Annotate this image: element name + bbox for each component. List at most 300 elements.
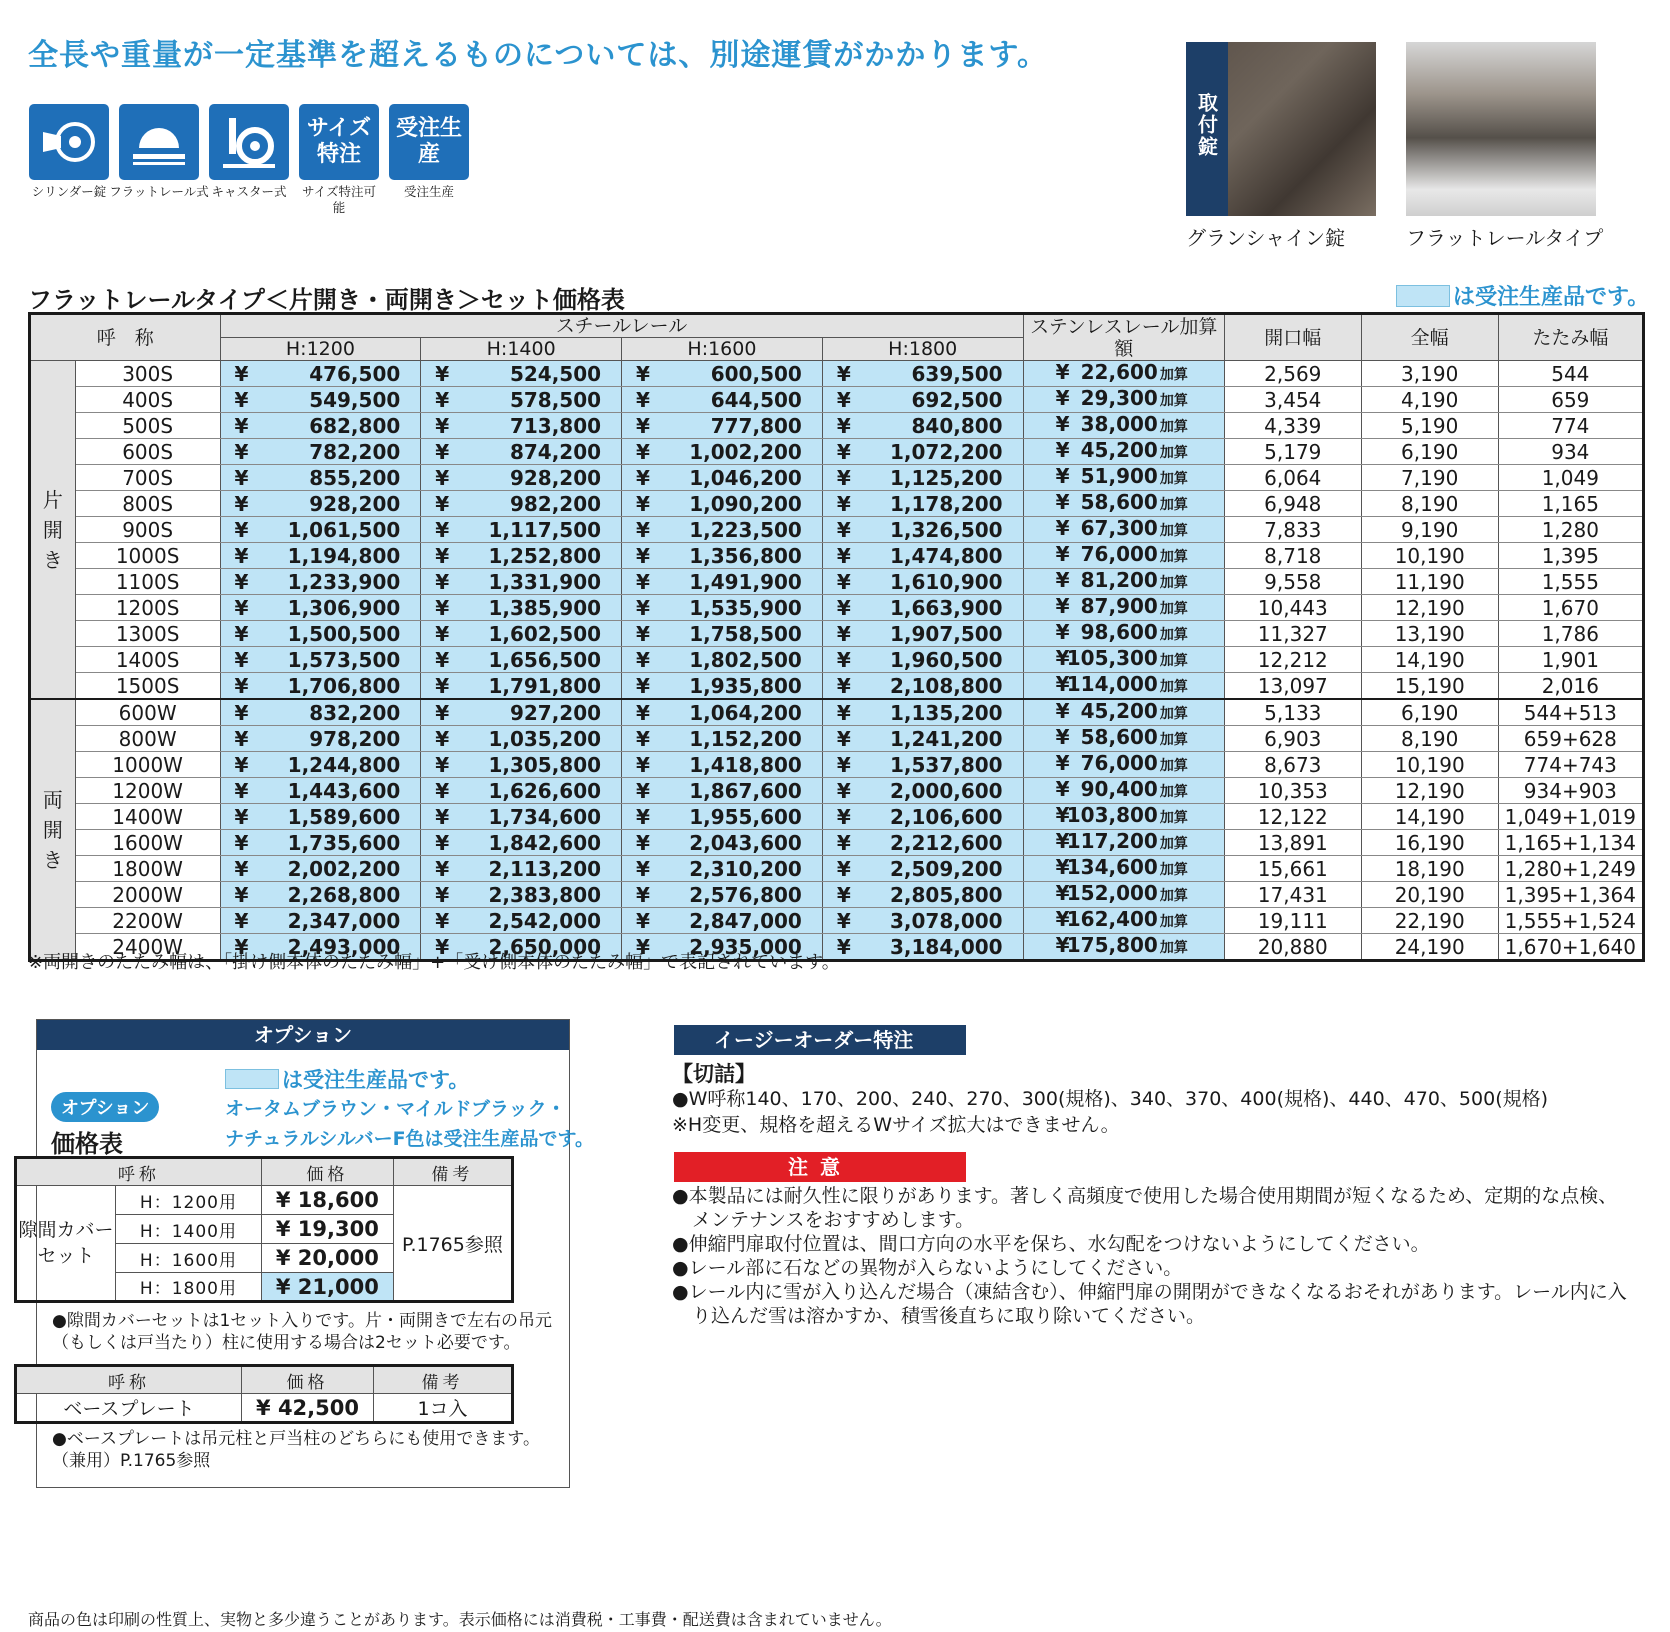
opening-width-cell: 6,948 — [1224, 491, 1361, 517]
steel-price-cell: ¥ 1,474,800 — [822, 543, 1023, 569]
options-pill: オプション — [51, 1092, 159, 1122]
stainless-add-cell: ¥ 58,600 加算 — [1023, 726, 1224, 752]
full-width-cell: 18,190 — [1361, 856, 1498, 882]
fold-width-cell: 1,165 — [1498, 491, 1643, 517]
full-width-cell: 3,190 — [1361, 361, 1498, 387]
row-name: 900S — [75, 517, 220, 543]
made-to-order-legend — [1396, 280, 1649, 311]
full-width-cell: 6,190 — [1361, 699, 1498, 726]
col-name: 呼 称 — [30, 314, 221, 361]
caution-item: ●本製品には耐久性に限りがあります。著しく高頻度で使用した場合使用期間が短くなるため、定期的な点検、メンテナンスをおすすめします。 — [672, 1185, 1618, 1231]
steel-price-cell: ¥ 1,223,500 — [622, 517, 823, 543]
steel-price-cell: ¥ 1,064,200 — [622, 699, 823, 726]
opening-width-cell: 8,673 — [1224, 752, 1361, 778]
full-width-cell: 20,190 — [1361, 882, 1498, 908]
steel-price-cell: ¥ 1,443,600 — [220, 778, 421, 804]
row-name: 1200S — [75, 595, 220, 621]
steel-price-cell: ¥ 777,800 — [622, 413, 823, 439]
fold-width-cell: 659+628 — [1498, 726, 1643, 752]
stainless-add-cell: ¥ 90,400 加算 — [1023, 778, 1224, 804]
steel-price-cell: ¥ 832,200 — [220, 699, 421, 726]
stainless-add-cell: ¥ 152,000 加算 — [1023, 882, 1224, 908]
col-opening: 開口幅 — [1224, 314, 1361, 361]
stainless-add-cell: ¥ 105,300 加算 — [1023, 647, 1224, 673]
row-name: 600S — [75, 439, 220, 465]
flat-rail-icon — [119, 104, 199, 180]
steel-price-cell: ¥ 1,791,800 — [421, 673, 622, 700]
caution-item: ●レール部に石などの異物が入らないようにしてください。 — [672, 1257, 1183, 1279]
options-price-title: 価格表 — [51, 1130, 123, 1158]
gap-cover-label — [16, 1186, 116, 1302]
gap-cover-size: H：1600用 — [116, 1244, 262, 1273]
stainless-add-cell: ¥ 76,000 加算 — [1023, 543, 1224, 569]
row-group-label: 両 開 き — [30, 699, 76, 961]
fold-width-cell: 1,901 — [1498, 647, 1643, 673]
full-width-cell: 24,190 — [1361, 934, 1498, 961]
options-legend — [225, 1064, 469, 1094]
table-row — [30, 491, 1644, 517]
steel-price-cell: ¥ 982,200 — [421, 491, 622, 517]
steel-price-cell: ¥ 1,035,200 — [421, 726, 622, 752]
steel-price-cell: ¥ 2,509,200 — [822, 856, 1023, 882]
steel-price-cell: ¥ 2,310,200 — [622, 856, 823, 882]
easy-order-header: イージーオーダー特注 — [674, 1025, 966, 1055]
stainless-add-cell: ¥ 114,000 加算 — [1023, 673, 1224, 700]
row-name: 1500S — [75, 673, 220, 700]
made-to-order-feature — [388, 104, 470, 216]
caster-icon — [209, 104, 289, 180]
made-to-order-icon: 受注生産 — [389, 104, 469, 180]
col-stainless: ステンレスレール加算額 — [1023, 314, 1224, 361]
steel-price-cell: ¥ 1,061,500 — [220, 517, 421, 543]
lock-caption: グランシャイン錠 — [1186, 226, 1346, 250]
col-price: 価格 — [242, 1366, 374, 1394]
stainless-add-cell: ¥ 38,000 加算 — [1023, 413, 1224, 439]
opening-width-cell: 6,064 — [1224, 465, 1361, 491]
stainless-add-cell: ¥ 175,800 加算 — [1023, 934, 1224, 961]
gap-cover-label-line: 隙間カバー — [18, 1219, 114, 1241]
steel-price-cell: ¥ 1,178,200 — [822, 491, 1023, 517]
full-width-cell: 12,190 — [1361, 595, 1498, 621]
opening-width-cell: 12,122 — [1224, 804, 1361, 830]
steel-price-cell: ¥ 1,356,800 — [622, 543, 823, 569]
stainless-add-cell: ¥ 51,900 加算 — [1023, 465, 1224, 491]
gap-cover-price: ¥ 21,000 — [261, 1273, 393, 1302]
stainless-add-cell: ¥ 67,300 加算 — [1023, 517, 1224, 543]
row-name: 800W — [75, 726, 220, 752]
flat-rail-feature — [109, 104, 209, 216]
full-width-cell: 10,190 — [1361, 752, 1498, 778]
table-row — [30, 543, 1644, 569]
opening-width-cell: 15,661 — [1224, 856, 1361, 882]
base-plate-note: 1コ入 — [374, 1394, 513, 1423]
steel-price-cell: ¥ 978,200 — [220, 726, 421, 752]
row-name: 2200W — [75, 908, 220, 934]
table-row — [30, 569, 1644, 595]
fold-width-cell: 1,280 — [1498, 517, 1643, 543]
steel-price-cell: ¥ 1,589,600 — [220, 804, 421, 830]
caution-header: 注意 — [674, 1152, 966, 1182]
fold-width-cell: 774+743 — [1498, 752, 1643, 778]
table-row — [30, 908, 1644, 934]
col-fold: たたみ幅 — [1498, 314, 1643, 361]
headline: 全長や重量が一定基準を超えるものについては、別途運賃がかかります。 — [28, 38, 1048, 73]
steel-price-cell: ¥ 1,734,600 — [421, 804, 622, 830]
row-name: 1600W — [75, 830, 220, 856]
row-name: 1400S — [75, 647, 220, 673]
steel-price-cell: ¥ 874,200 — [421, 439, 622, 465]
row-name: 1200W — [75, 778, 220, 804]
steel-price-cell: ¥ 2,113,200 — [421, 856, 622, 882]
price-table-title: フラットレールタイプ＜片開き・両開き＞セット価格表 — [28, 286, 625, 314]
steel-price-cell: ¥ 2,542,000 — [421, 908, 622, 934]
steel-price-cell: ¥ 1,306,900 — [220, 595, 421, 621]
row-name: 2400W — [75, 934, 220, 961]
fold-width-cell: 1,670 — [1498, 595, 1643, 621]
full-width-cell: 4,190 — [1361, 387, 1498, 413]
opening-width-cell: 20,880 — [1224, 934, 1361, 961]
opening-width-cell: 10,353 — [1224, 778, 1361, 804]
icon-label: キャスター式 — [211, 184, 287, 199]
steel-price-cell: ¥ 2,383,800 — [421, 882, 622, 908]
stainless-add-cell: ¥ 87,900 加算 — [1023, 595, 1224, 621]
col-h1400: H:1400 — [421, 338, 622, 361]
gap-cover-price: ¥ 20,000 — [261, 1244, 393, 1273]
full-width-cell: 8,190 — [1361, 491, 1498, 517]
steel-price-cell: ¥ 1,331,900 — [421, 569, 622, 595]
row-name: 2000W — [75, 882, 220, 908]
steel-price-cell: ¥ 1,537,800 — [822, 752, 1023, 778]
steel-price-cell: ¥ 1,663,900 — [822, 595, 1023, 621]
steel-price-cell: ¥ 2,106,600 — [822, 804, 1023, 830]
fold-width-cell: 544+513 — [1498, 699, 1643, 726]
table-row — [30, 856, 1644, 882]
steel-price-cell: ¥ 549,500 — [220, 387, 421, 413]
row-name: 300S — [75, 361, 220, 387]
full-width-cell: 14,190 — [1361, 647, 1498, 673]
full-width-cell: 15,190 — [1361, 673, 1498, 700]
fold-width-cell: 1,670+1,640 — [1498, 934, 1643, 961]
row-name: 400S — [75, 387, 220, 413]
base-plate-note-line: ●ベースプレートは吊元柱と戸当柱のどちらにも使用できます。 — [52, 1429, 540, 1449]
steel-price-cell: ¥ 1,802,500 — [622, 647, 823, 673]
gap-cover-size: H：1800用 — [116, 1273, 262, 1302]
opening-width-cell: 19,111 — [1224, 908, 1361, 934]
steel-price-cell: ¥ 1,125,200 — [822, 465, 1023, 491]
opening-width-cell: 5,133 — [1224, 699, 1361, 726]
stainless-add-cell: ¥ 29,300 加算 — [1023, 387, 1224, 413]
caution-item: ●レール内に雪が入り込んだ場合（凍結含む）、伸縮門扉の開閉ができなくなるおそれがあります。レール内に入り込んだ雪は溶かすか、積雪後直ちに取り除いてください。 — [672, 1281, 1627, 1327]
steel-price-cell: ¥ 476,500 — [220, 361, 421, 387]
col-steel: スチールレール — [220, 314, 1023, 338]
stainless-add-cell: ¥ 58,600 加算 — [1023, 491, 1224, 517]
steel-price-cell: ¥ 1,244,800 — [220, 752, 421, 778]
steel-price-cell: ¥ 1,602,500 — [421, 621, 622, 647]
steel-price-cell: ¥ 3,078,000 — [822, 908, 1023, 934]
price-table-body — [30, 361, 1644, 961]
row-name: 1800W — [75, 856, 220, 882]
gap-cover-label-line: セット — [37, 1245, 95, 1267]
gap-cover-size: H：1400用 — [116, 1215, 262, 1244]
table-row — [30, 778, 1644, 804]
steel-price-cell: ¥ 1,491,900 — [622, 569, 823, 595]
fold-width-cell: 2,016 — [1498, 673, 1643, 700]
steel-price-cell: ¥ 2,108,800 — [822, 673, 1023, 700]
opening-width-cell: 13,891 — [1224, 830, 1361, 856]
opening-width-cell: 3,454 — [1224, 387, 1361, 413]
row-group-label: 片 開 き — [30, 361, 76, 700]
fold-width-cell: 1,049 — [1498, 465, 1643, 491]
steel-price-cell: ¥ 2,935,000 — [622, 934, 823, 961]
full-width-cell: 7,190 — [1361, 465, 1498, 491]
easy-order-sub: 【切詰】 — [672, 1062, 756, 1086]
fold-width-cell: 659 — [1498, 387, 1643, 413]
col-price: 価格 — [261, 1158, 393, 1186]
full-width-cell: 6,190 — [1361, 439, 1498, 465]
full-width-cell: 22,190 — [1361, 908, 1498, 934]
row-name: 1100S — [75, 569, 220, 595]
steel-price-cell: ¥ 2,847,000 — [622, 908, 823, 934]
color-note-line: ナチュラルシルバーF色は受注生産品です。 — [225, 1128, 595, 1150]
steel-price-cell: ¥ 1,305,800 — [421, 752, 622, 778]
stainless-add-cell: ¥ 81,200 加算 — [1023, 569, 1224, 595]
table-row — [30, 673, 1644, 700]
fold-width-cell: 1,049+1,019 — [1498, 804, 1643, 830]
col-note: 備考 — [393, 1158, 512, 1186]
stainless-add-cell: ¥ 98,600 加算 — [1023, 621, 1224, 647]
steel-price-cell: ¥ 855,200 — [220, 465, 421, 491]
gap-cover-price: ¥ 19,300 — [261, 1215, 393, 1244]
fold-width-cell: 934 — [1498, 439, 1643, 465]
legend-text: は受注生産品です。 — [1453, 285, 1650, 310]
footer-note: 商品の色は印刷の性質上、実物と多少違うことがあります。表示価格には消費税・工事費・配送費は含まれていません。 — [28, 1610, 892, 1629]
table-row — [30, 752, 1644, 778]
stainless-add-cell: ¥ 76,000 加算 — [1023, 752, 1224, 778]
stainless-add-cell: ¥ 45,200 加算 — [1023, 439, 1224, 465]
opening-width-cell: 10,443 — [1224, 595, 1361, 621]
fold-width-cell: 1,395 — [1498, 543, 1643, 569]
opening-width-cell: 12,212 — [1224, 647, 1361, 673]
icon-label: サイズ特注可能 — [301, 184, 376, 215]
row-name: 800S — [75, 491, 220, 517]
gap-cover-size: H：1200用 — [116, 1186, 262, 1215]
steel-price-cell: ¥ 2,347,000 — [220, 908, 421, 934]
steel-price-cell: ¥ 1,326,500 — [822, 517, 1023, 543]
steel-price-cell: ¥ 3,184,000 — [822, 934, 1023, 961]
caution-item: ●伸縮門扉取付位置は、間口方向の水平を保ち、水勾配をつけないようにしてください。 — [672, 1233, 1430, 1255]
steel-price-cell: ¥ 1,535,900 — [622, 595, 823, 621]
table-row — [30, 647, 1644, 673]
full-width-cell: 9,190 — [1361, 517, 1498, 543]
steel-price-cell: ¥ 2,576,800 — [622, 882, 823, 908]
icon-label: 受注生産 — [403, 184, 454, 199]
steel-price-cell: ¥ 1,090,200 — [622, 491, 823, 517]
table-row — [30, 413, 1644, 439]
row-name: 1000S — [75, 543, 220, 569]
cylinder-lock-icon — [29, 104, 109, 180]
steel-price-cell: ¥ 1,758,500 — [622, 621, 823, 647]
stainless-add-cell: ¥ 162,400 加算 — [1023, 908, 1224, 934]
fold-width-cell: 1,786 — [1498, 621, 1643, 647]
table-row — [30, 621, 1644, 647]
row-name: 1400W — [75, 804, 220, 830]
fold-width-cell: 1,280+1,249 — [1498, 856, 1643, 882]
steel-price-cell: ¥ 1,935,800 — [622, 673, 823, 700]
opening-width-cell: 6,903 — [1224, 726, 1361, 752]
steel-price-cell: ¥ 1,194,800 — [220, 543, 421, 569]
steel-price-cell: ¥ 2,000,600 — [822, 778, 1023, 804]
steel-price-cell: ¥ 928,200 — [421, 465, 622, 491]
grand-shine-lock-photo — [1186, 42, 1376, 216]
gap-cover-ref: P.1765参照 — [393, 1186, 512, 1302]
row-name: 1300S — [75, 621, 220, 647]
table-row — [30, 882, 1644, 908]
opening-width-cell: 5,179 — [1224, 439, 1361, 465]
icon-label: シリンダー錠 — [31, 184, 107, 199]
full-width-cell: 16,190 — [1361, 830, 1498, 856]
steel-price-cell: ¥ 2,043,600 — [622, 830, 823, 856]
cylinder-lock-feature — [28, 104, 110, 216]
steel-price-cell: ¥ 2,212,600 — [822, 830, 1023, 856]
table-row — [30, 361, 1644, 387]
row-name: 700S — [75, 465, 220, 491]
easy-order-line: ●W呼称140、170、200、240、270、300(規格)、340、370、400(規格)、440、470、500(規格) — [672, 1088, 1549, 1110]
steel-price-cell: ¥ 692,500 — [822, 387, 1023, 413]
steel-price-cell: ¥ 782,200 — [220, 439, 421, 465]
steel-price-cell: ¥ 2,650,000 — [421, 934, 622, 961]
steel-price-cell: ¥ 713,800 — [421, 413, 622, 439]
gap-cover-note-line: （もしくは戸当たり）柱に使用する場合は2セット必要です。 — [52, 1333, 521, 1353]
full-width-cell: 13,190 — [1361, 621, 1498, 647]
opening-width-cell: 7,833 — [1224, 517, 1361, 543]
caster-feature — [208, 104, 290, 216]
table-row — [30, 387, 1644, 413]
table-row — [30, 726, 1644, 752]
steel-price-cell: ¥ 1,656,500 — [421, 647, 622, 673]
opening-width-cell: 8,718 — [1224, 543, 1361, 569]
steel-price-cell: ¥ 1,955,600 — [622, 804, 823, 830]
legend-swatch — [1396, 285, 1450, 307]
table-row — [30, 465, 1644, 491]
stainless-add-cell: ¥ 45,200 加算 — [1023, 699, 1224, 726]
steel-price-cell: ¥ 1,385,900 — [421, 595, 622, 621]
options-header: オプション — [37, 1020, 569, 1050]
lock-tag: 取付錠 — [1186, 42, 1228, 216]
opening-width-cell: 17,431 — [1224, 882, 1361, 908]
col-note: 備考 — [374, 1366, 513, 1394]
fold-width-cell: 1,165+1,134 — [1498, 830, 1643, 856]
col-h1200: H:1200 — [220, 338, 421, 361]
steel-price-cell: ¥ 840,800 — [822, 413, 1023, 439]
col-h1600: H:1600 — [622, 338, 823, 361]
stainless-add-cell: ¥ 134,600 加算 — [1023, 856, 1224, 882]
legend-swatch — [225, 1069, 279, 1089]
stainless-add-cell: ¥ 103,800 加算 — [1023, 804, 1224, 830]
steel-price-cell: ¥ 1,960,500 — [822, 647, 1023, 673]
full-width-cell: 5,190 — [1361, 413, 1498, 439]
steel-price-cell: ¥ 1,233,900 — [220, 569, 421, 595]
full-width-cell: 11,190 — [1361, 569, 1498, 595]
fold-width-cell: 1,555+1,524 — [1498, 908, 1643, 934]
color-note — [225, 1094, 594, 1154]
steel-price-cell: ¥ 1,842,600 — [421, 830, 622, 856]
steel-price-cell: ¥ 927,200 — [421, 699, 622, 726]
steel-price-cell: ¥ 1,252,800 — [421, 543, 622, 569]
base-plate-name: ベースプレート — [16, 1394, 242, 1423]
steel-price-cell: ¥ 2,268,800 — [220, 882, 421, 908]
steel-price-cell: ¥ 1,867,600 — [622, 778, 823, 804]
steel-price-cell: ¥ 1,135,200 — [822, 699, 1023, 726]
steel-price-cell: ¥ 2,002,200 — [220, 856, 421, 882]
base-plate-table — [14, 1364, 514, 1424]
steel-price-cell: ¥ 578,500 — [421, 387, 622, 413]
steel-price-cell: ¥ 1,241,200 — [822, 726, 1023, 752]
steel-price-cell: ¥ 1,735,600 — [220, 830, 421, 856]
base-plate-note-line: （兼用）P.1765参照 — [52, 1451, 211, 1471]
opening-width-cell: 9,558 — [1224, 569, 1361, 595]
feature-icons — [28, 104, 470, 216]
full-width-cell: 12,190 — [1361, 778, 1498, 804]
rail-caption: フラットレールタイプ — [1406, 226, 1604, 250]
steel-price-cell: ¥ 644,500 — [622, 387, 823, 413]
steel-price-cell: ¥ 639,500 — [822, 361, 1023, 387]
steel-price-cell: ¥ 1,610,900 — [822, 569, 1023, 595]
col-full: 全幅 — [1361, 314, 1498, 361]
base-plate-price: ¥ 42,500 — [242, 1394, 374, 1423]
steel-price-cell: ¥ 1,072,200 — [822, 439, 1023, 465]
steel-price-cell: ¥ 600,500 — [622, 361, 823, 387]
row-name: 500S — [75, 413, 220, 439]
steel-price-cell: ¥ 1,152,200 — [622, 726, 823, 752]
steel-price-cell: ¥ 1,500,500 — [220, 621, 421, 647]
table-row — [30, 830, 1644, 856]
steel-price-cell: ¥ 1,002,200 — [622, 439, 823, 465]
table-row — [30, 439, 1644, 465]
steel-price-cell: ¥ 2,805,800 — [822, 882, 1023, 908]
size-custom-icon: サイズ特注 — [299, 104, 379, 180]
legend-text: は受注生産品です。 — [282, 1068, 470, 1092]
color-note-line: オータムブラウン・マイルドブラック・ — [225, 1098, 566, 1120]
fold-width-cell: 1,555 — [1498, 569, 1643, 595]
col-name: 呼称 — [16, 1158, 262, 1186]
gap-cover-price: ¥ 18,600 — [261, 1186, 393, 1215]
caution-list — [672, 1184, 1632, 1328]
full-width-cell: 10,190 — [1361, 543, 1498, 569]
fold-width-note: ※両開きのたたみ幅は、「掛け側本体のたたみ幅」+「受け側本体のたたみ幅」で表記されています。 — [28, 952, 840, 973]
steel-price-cell: ¥ 1,907,500 — [822, 621, 1023, 647]
opening-width-cell: 4,339 — [1224, 413, 1361, 439]
col-name: 呼称 — [16, 1366, 242, 1394]
fold-width-cell: 934+903 — [1498, 778, 1643, 804]
easy-order-line: ※H変更、規格を超えるWサイズ拡大はできません。 — [672, 1114, 1120, 1136]
fold-width-cell: 1,395+1,364 — [1498, 882, 1643, 908]
opening-width-cell: 11,327 — [1224, 621, 1361, 647]
table-row — [30, 699, 1644, 726]
fold-width-cell: 774 — [1498, 413, 1643, 439]
flat-rail-photo — [1406, 42, 1596, 216]
size-custom-feature — [298, 104, 380, 216]
stainless-add-cell: ¥ 117,200 加算 — [1023, 830, 1224, 856]
gap-cover-note — [52, 1310, 552, 1354]
table-row — [30, 517, 1644, 543]
steel-price-cell: ¥ 1,418,800 — [622, 752, 823, 778]
full-width-cell: 8,190 — [1361, 726, 1498, 752]
col-h1800: H:1800 — [822, 338, 1023, 361]
base-plate-note-text — [52, 1428, 540, 1472]
opening-width-cell: 2,569 — [1224, 361, 1361, 387]
steel-price-cell: ¥ 682,800 — [220, 413, 421, 439]
gap-cover-table — [14, 1156, 514, 1303]
